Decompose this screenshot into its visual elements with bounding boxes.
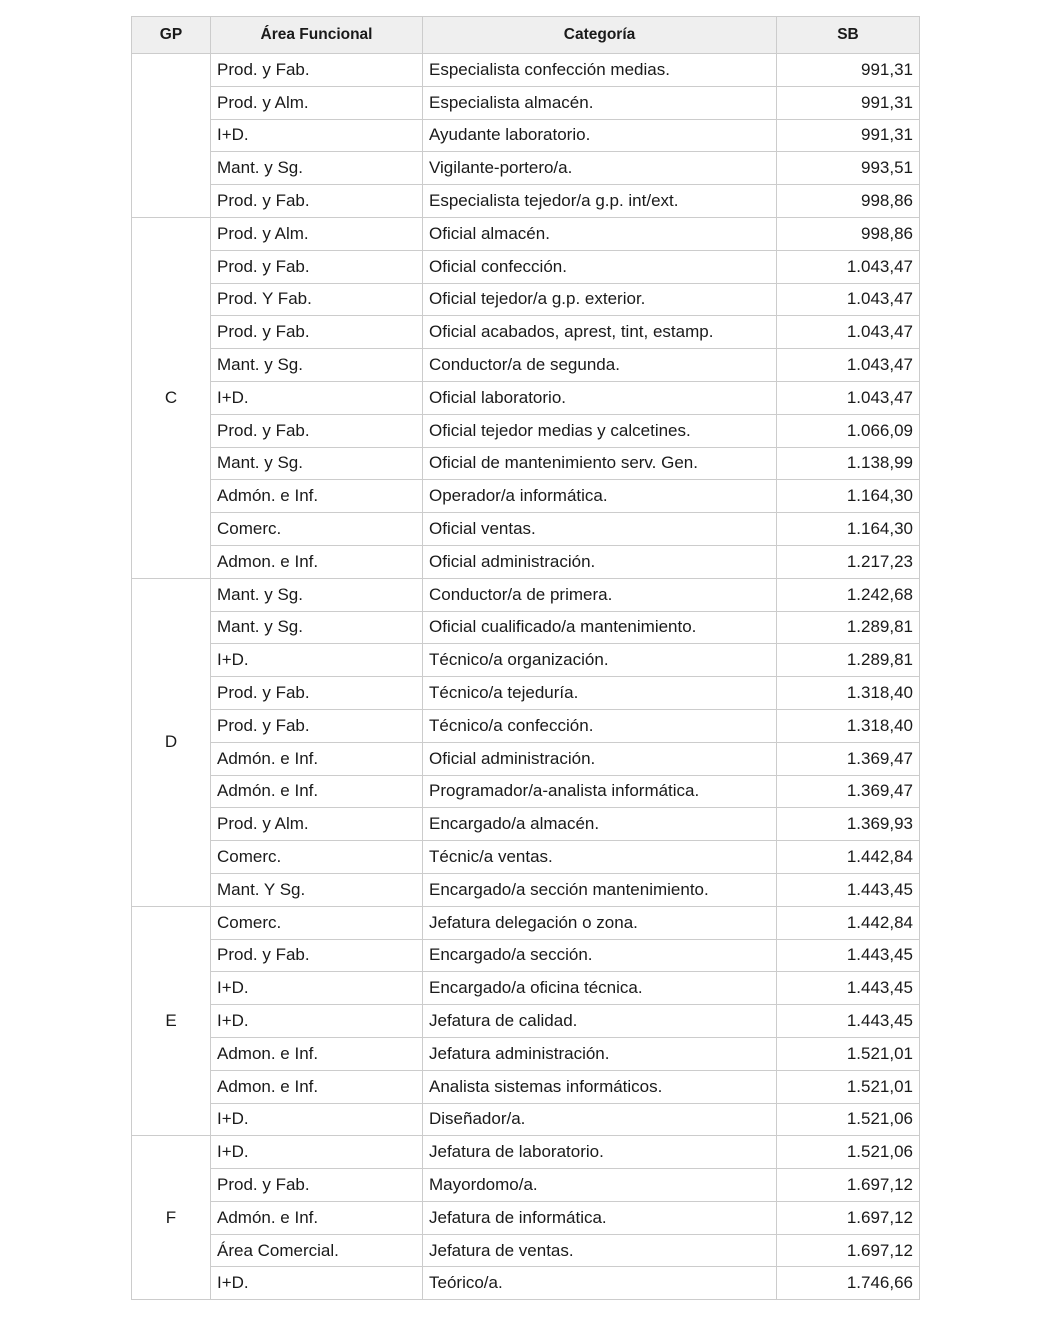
- table-row: [132, 906, 920, 939]
- table-row: [132, 611, 920, 644]
- table-row: [132, 250, 920, 283]
- sb-cell: 1.443,45: [777, 873, 920, 906]
- table-row: [132, 1103, 920, 1136]
- table-body: [132, 54, 920, 1300]
- cat-cell: Oficial acabados, aprest, tint, estamp.: [423, 316, 777, 349]
- sb-cell: 1.369,47: [777, 775, 920, 808]
- table-row: [132, 677, 920, 710]
- cat-cell: Oficial confección.: [423, 250, 777, 283]
- table-row: [132, 480, 920, 513]
- area-cell: Prod. Y Fab.: [211, 283, 423, 316]
- cat-cell: Jefatura de ventas.: [423, 1234, 777, 1267]
- area-cell: Prod. y Fab.: [211, 1169, 423, 1202]
- table-row: [132, 1005, 920, 1038]
- cat-cell: Conductor/a de primera.: [423, 578, 777, 611]
- cat-cell: Programador/a-analista informática.: [423, 775, 777, 808]
- area-cell: I+D.: [211, 381, 423, 414]
- sb-cell: 1.164,30: [777, 480, 920, 513]
- cat-cell: Conductor/a de segunda.: [423, 349, 777, 382]
- sb-cell: 1.697,12: [777, 1234, 920, 1267]
- sb-cell: 1.369,47: [777, 742, 920, 775]
- sb-cell: 1.043,47: [777, 283, 920, 316]
- area-cell: I+D.: [211, 1103, 423, 1136]
- cat-cell: Diseñador/a.: [423, 1103, 777, 1136]
- area-cell: Prod. y Alm.: [211, 808, 423, 841]
- table-row: [132, 447, 920, 480]
- sb-cell: 1.443,45: [777, 939, 920, 972]
- sb-cell: 1.242,68: [777, 578, 920, 611]
- area-cell: Admón. e Inf.: [211, 480, 423, 513]
- area-cell: Prod. y Fab.: [211, 54, 423, 87]
- area-cell: Prod. y Alm.: [211, 217, 423, 250]
- cat-cell: Técnic/a ventas.: [423, 841, 777, 874]
- cat-cell: Vigilante-portero/a.: [423, 152, 777, 185]
- cat-cell: Mayordomo/a.: [423, 1169, 777, 1202]
- sb-cell: 998,86: [777, 185, 920, 218]
- sb-cell: 1.697,12: [777, 1169, 920, 1202]
- sb-cell: 1.442,84: [777, 841, 920, 874]
- cat-cell: Oficial laboratorio.: [423, 381, 777, 414]
- area-cell: Mant. y Sg.: [211, 447, 423, 480]
- area-cell: Mant. y Sg.: [211, 152, 423, 185]
- table-row: [132, 1070, 920, 1103]
- sb-cell: 991,31: [777, 54, 920, 87]
- gp-cell: C: [132, 217, 211, 578]
- header-row: [132, 17, 920, 54]
- header-area: Área Funcional: [211, 17, 423, 54]
- table-row: [132, 939, 920, 972]
- cat-cell: Encargado/a sección.: [423, 939, 777, 972]
- sb-cell: 1.043,47: [777, 381, 920, 414]
- area-cell: Área Comercial.: [211, 1234, 423, 1267]
- sb-cell: 991,31: [777, 119, 920, 152]
- gp-cell: F: [132, 1136, 211, 1300]
- sb-cell: 1.043,47: [777, 349, 920, 382]
- table-row: [132, 1201, 920, 1234]
- area-cell: I+D.: [211, 1267, 423, 1300]
- area-cell: I+D.: [211, 119, 423, 152]
- table-row: [132, 972, 920, 1005]
- cat-cell: Oficial de mantenimiento serv. Gen.: [423, 447, 777, 480]
- table-row: [132, 119, 920, 152]
- area-cell: Prod. y Fab.: [211, 316, 423, 349]
- sb-cell: 1.521,01: [777, 1070, 920, 1103]
- area-cell: Admón. e Inf.: [211, 742, 423, 775]
- table-row: [132, 841, 920, 874]
- area-cell: Prod. y Alm.: [211, 86, 423, 119]
- sb-cell: 1.442,84: [777, 906, 920, 939]
- area-cell: Mant. y Sg.: [211, 349, 423, 382]
- area-cell: Admón. e Inf.: [211, 775, 423, 808]
- table-row: [132, 283, 920, 316]
- area-cell: Prod. y Fab.: [211, 709, 423, 742]
- table-row: [132, 316, 920, 349]
- table-row: [132, 349, 920, 382]
- cat-cell: Encargado/a almacén.: [423, 808, 777, 841]
- cat-cell: Especialista confección medias.: [423, 54, 777, 87]
- area-cell: Mant. y Sg.: [211, 611, 423, 644]
- sb-cell: 1.443,45: [777, 972, 920, 1005]
- gp-cell: D: [132, 578, 211, 906]
- table-row: [132, 217, 920, 250]
- sb-cell: 1.043,47: [777, 250, 920, 283]
- sb-cell: 998,86: [777, 217, 920, 250]
- area-cell: Admon. e Inf.: [211, 545, 423, 578]
- area-cell: I+D.: [211, 1005, 423, 1038]
- sb-cell: 1.521,06: [777, 1136, 920, 1169]
- cat-cell: Oficial administración.: [423, 545, 777, 578]
- table-row: [132, 545, 920, 578]
- cat-cell: Técnico/a organización.: [423, 644, 777, 677]
- cat-cell: Oficial tejedor/a g.p. exterior.: [423, 283, 777, 316]
- sb-cell: 1.521,01: [777, 1037, 920, 1070]
- area-cell: Admon. e Inf.: [211, 1070, 423, 1103]
- cat-cell: Especialista tejedor/a g.p. int/ext.: [423, 185, 777, 218]
- area-cell: Admón. e Inf.: [211, 1201, 423, 1234]
- cat-cell: Jefatura administración.: [423, 1037, 777, 1070]
- area-cell: Prod. y Fab.: [211, 185, 423, 218]
- table-row: [132, 1267, 920, 1300]
- table-row: [132, 1234, 920, 1267]
- area-cell: Mant. Y Sg.: [211, 873, 423, 906]
- sb-cell: 1.043,47: [777, 316, 920, 349]
- area-cell: Comerc.: [211, 513, 423, 546]
- area-cell: I+D.: [211, 1136, 423, 1169]
- cat-cell: Jefatura de calidad.: [423, 1005, 777, 1038]
- table-row: [132, 54, 920, 87]
- sb-cell: 1.318,40: [777, 709, 920, 742]
- cat-cell: Especialista almacén.: [423, 86, 777, 119]
- table-row: [132, 873, 920, 906]
- table-row: [132, 414, 920, 447]
- sb-cell: 1.066,09: [777, 414, 920, 447]
- cat-cell: Jefatura delegación o zona.: [423, 906, 777, 939]
- sb-cell: 1.289,81: [777, 644, 920, 677]
- cat-cell: Teórico/a.: [423, 1267, 777, 1300]
- table-row: [132, 1169, 920, 1202]
- table-row: [132, 513, 920, 546]
- cat-cell: Técnico/a tejeduría.: [423, 677, 777, 710]
- sb-cell: 1.217,23: [777, 545, 920, 578]
- area-cell: Admon. e Inf.: [211, 1037, 423, 1070]
- sb-cell: 991,31: [777, 86, 920, 119]
- header-gp: GP: [132, 17, 211, 54]
- area-cell: Prod. y Fab.: [211, 677, 423, 710]
- area-cell: Mant. y Sg.: [211, 578, 423, 611]
- table-row: [132, 1037, 920, 1070]
- sb-cell: 1.138,99: [777, 447, 920, 480]
- cat-cell: Operador/a informática.: [423, 480, 777, 513]
- header-sb: SB: [777, 17, 920, 54]
- gp-cell: [132, 54, 211, 218]
- table-row: [132, 742, 920, 775]
- cat-cell: Oficial administración.: [423, 742, 777, 775]
- area-cell: Comerc.: [211, 906, 423, 939]
- sb-cell: 1.164,30: [777, 513, 920, 546]
- header-category: Categoría: [423, 17, 777, 54]
- sb-cell: 1.318,40: [777, 677, 920, 710]
- table-row: [132, 381, 920, 414]
- cat-cell: Oficial cualificado/a mantenimiento.: [423, 611, 777, 644]
- table-row: [132, 86, 920, 119]
- sb-cell: 1.443,45: [777, 1005, 920, 1038]
- table-row: [132, 644, 920, 677]
- cat-cell: Ayudante laboratorio.: [423, 119, 777, 152]
- cat-cell: Encargado/a sección mantenimiento.: [423, 873, 777, 906]
- cat-cell: Encargado/a oficina técnica.: [423, 972, 777, 1005]
- gp-cell: E: [132, 906, 211, 1136]
- area-cell: Comerc.: [211, 841, 423, 874]
- table-row: [132, 775, 920, 808]
- area-cell: I+D.: [211, 644, 423, 677]
- cat-cell: Jefatura de laboratorio.: [423, 1136, 777, 1169]
- sb-cell: 993,51: [777, 152, 920, 185]
- area-cell: Prod. y Fab.: [211, 250, 423, 283]
- table-row: [132, 709, 920, 742]
- table-row: [132, 578, 920, 611]
- cat-cell: Técnico/a confección.: [423, 709, 777, 742]
- sb-cell: 1.289,81: [777, 611, 920, 644]
- sb-cell: 1.369,93: [777, 808, 920, 841]
- cat-cell: Oficial ventas.: [423, 513, 777, 546]
- table-row: [132, 1136, 920, 1169]
- area-cell: I+D.: [211, 972, 423, 1005]
- sb-cell: 1.521,06: [777, 1103, 920, 1136]
- cat-cell: Jefatura de informática.: [423, 1201, 777, 1234]
- salary-table: [131, 16, 920, 1300]
- cat-cell: Oficial almacén.: [423, 217, 777, 250]
- area-cell: Prod. y Fab.: [211, 939, 423, 972]
- table-row: [132, 152, 920, 185]
- cat-cell: Analista sistemas informáticos.: [423, 1070, 777, 1103]
- cat-cell: Oficial tejedor medias y calcetines.: [423, 414, 777, 447]
- sb-cell: 1.746,66: [777, 1267, 920, 1300]
- area-cell: Prod. y Fab.: [211, 414, 423, 447]
- table-row: [132, 808, 920, 841]
- sb-cell: 1.697,12: [777, 1201, 920, 1234]
- table-row: [132, 185, 920, 218]
